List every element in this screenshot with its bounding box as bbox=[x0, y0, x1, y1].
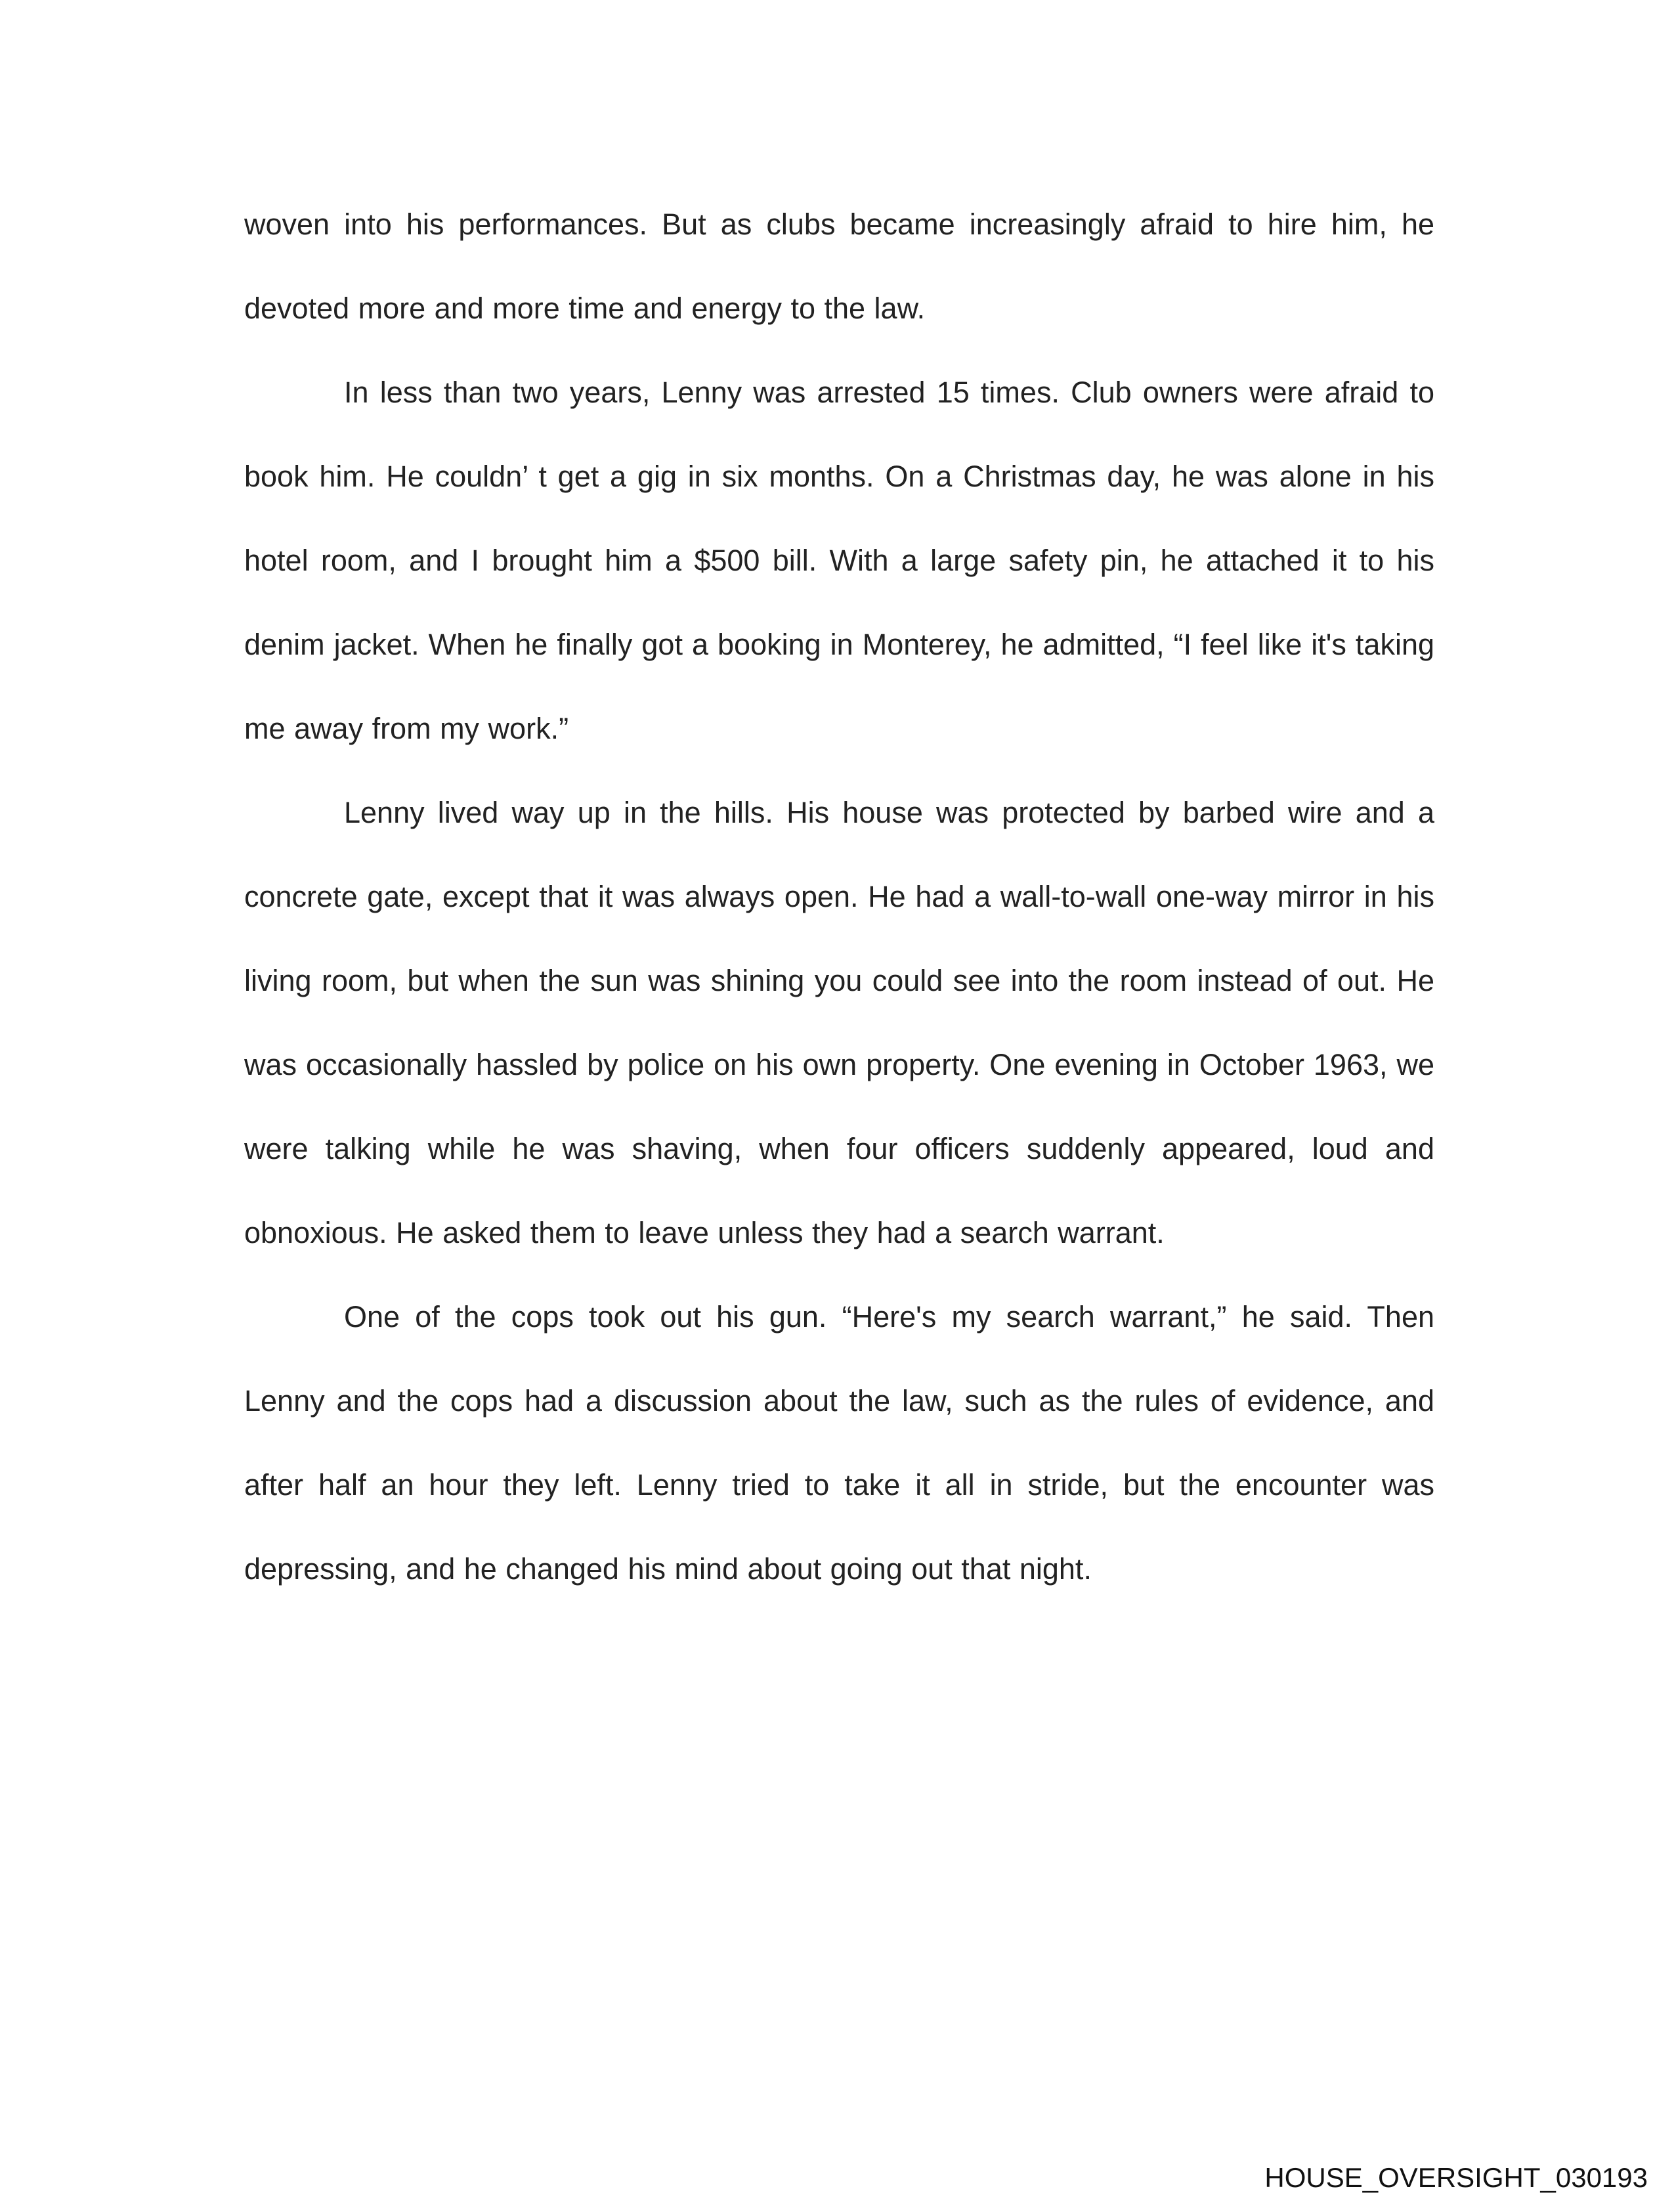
bates-number: HOUSE_OVERSIGHT_030193 bbox=[1264, 2162, 1648, 2193]
paragraph: One of the cops took out his gun. “Here's my search warrant,” he said. Then Lenny and the cops had a discussion about the law, such as the rules of evidence, and after half an hour they left. Lenny tried to take it all in stride, but the encounter was depressing, and he changed his mind about going out that night. bbox=[244, 1300, 1434, 1586]
paragraph: In less than two years, Lenny was arrested 15 times. Club owners were afraid to book him. He couldn’ t get a gig in six months. On a Christmas day, he was alone in his hotel room, and I brought him a $500 bill. With a large safety pin, he attached it to his denim jacket. When he finally got a booking in Monterey, he admitted, “I feel like it's taking me away from my work.” bbox=[244, 376, 1434, 745]
document-body bbox=[244, 183, 1434, 1611]
paragraph: woven into his performances. But as clubs became increasingly afraid to hire him, he devoted more and more time and energy to the law. bbox=[244, 207, 1434, 325]
paragraph: Lenny lived way up in the hills. His house was protected by barbed wire and a concrete gate, except that it was always open. He had a wall-to-wall one-way mirror in his living room, but when the sun was shining you could see into the room instead of out. He was occasionally hassled by police on his own property. One evening in October 1963, we were talking while he was shaving, when four officers suddenly appeared, loud and obnoxious. He asked them to leave unless they had a search warrant. bbox=[244, 796, 1434, 1249]
